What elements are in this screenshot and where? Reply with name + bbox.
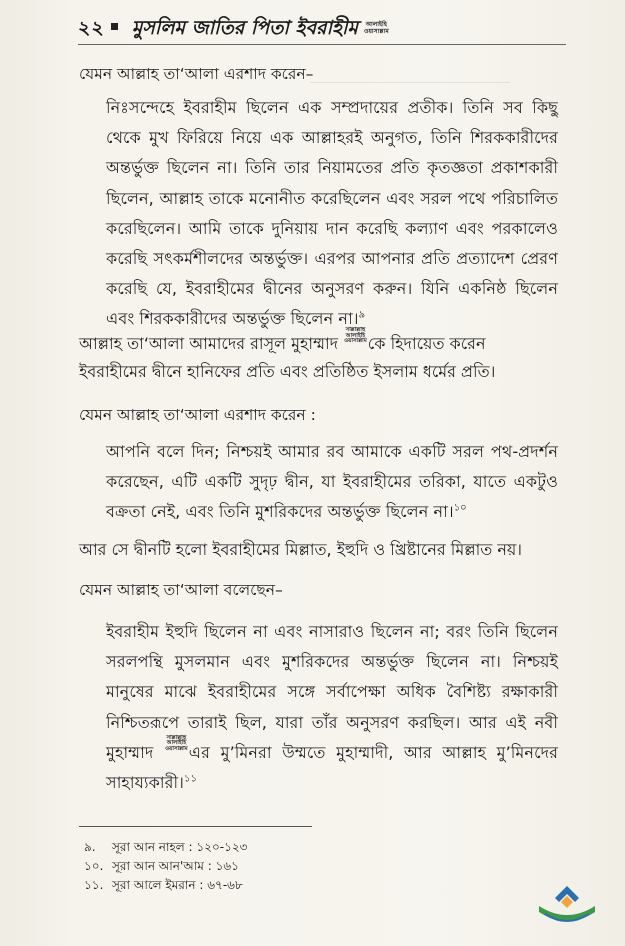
- quran-quote-1: নিঃসন্দেহে ইবরাহীম ছিলেন এক সম্প্রদায়ের প্রতীক। তিনি সব কিছু থেকে মুখ ফিরিয়ে নিয়ে এক আল্লাহরই অনুগত, তিনি শিরককারীদের অন্তর্ভুক্ত ছিলেন না। তিনি তার নিয়ামতের প্রতি কৃতজ্ঞতা প্রকাশকারী ছিলেন, আল্লাহ তাকে মনোনীত করেছিলেন এবং সরল পথে পরিচালিত করেছিলেন। আমি তাকে দুনিয়ায় দান করেছি কল্যাণ এবং পরকালেও করেছি সৎকর্মশীলদের অন্তর্ভুক্ত। এরপর আপনার প্রতি প্রত্যাদেশ প্রেরণ করেছি যে, ইবরাহীমের দ্বীনের অনুসরণ করুন। যিনি একনিষ্ঠ ছিলেন এবং শিরককারীদের অন্তর্ভুক্ত ছিলেন না।$^৯$: [106, 98, 558, 329]
- intro-3: যেমন আল্লাহ তা‘আলা বলেছেন–: [79, 581, 283, 599]
- salla-salutation-icon-2: সাল্লাল্লাহু আলাইহি ওয়াসাল্লাম: [165, 734, 188, 752]
- publisher-logo-icon: [535, 884, 599, 928]
- intro-2: যেমন আল্লাহ তা‘আলা এরশাদ করেন :: [79, 406, 316, 424]
- narration-1: আল্লাহ তা‘আলা আমাদের রাসূল মুহাম্মাদ সাল্লাল্লাহু আলাইহি ওয়াসাল্লাম কে হিদায়েত করেন ইবরাহীমের দ্বীনে হানিফের প্রতি এবং প্রতিষ্ঠিত ইসলাম ধর্মের প্রতি।: [79, 327, 496, 381]
- narration-2: আর সে দ্বীনটি হলো ইবরাহীমের মিল্লাত, ইহুদি ও খ্রিষ্টানের মিল্লাত নয়।: [79, 540, 523, 559]
- book-title: মুসলিম জাতির পিতা ইবরাহীম: [131, 17, 358, 39]
- page-number: ২২: [78, 17, 105, 39]
- ref-9: ৯: [358, 310, 366, 322]
- footnote-10: ১০. সূরা আন আন'আম : ১৬১: [84, 859, 239, 873]
- quran-quote-2: আপনি বলে দিন; নিশ্চয়ই আমার রব আমাকে একটি সরল পথ-প্রদর্শন করেছেন, এটি একটি সুদৃঢ় দ্বীন, যা ইবরাহীমের তরিকা, যাতে একটুও বক্রতা নেই, এবং তিনি মুশরিকদের অন্তর্ভুক্ত ছিলেন না।$^{১০}$: [106, 442, 558, 522]
- running-header: [78, 14, 518, 44]
- header-square-icon: [111, 23, 118, 30]
- footnote-rule: [79, 826, 312, 827]
- header-salutation: আলাইহি ওয়াসাল্লাম: [363, 21, 389, 35]
- salla-salutation-icon: সাল্লাল্লাহু আলাইহি ওয়াসাল্লাম: [344, 327, 367, 344]
- ref-11: ১১: [183, 773, 197, 785]
- quran-quote-3: ইবরাহীম ইহুদি ছিলেন না এবং নাসারাও ছিলেন না; বরং তিনি ছিলেন সরলপন্থি মুসলমান এবং মুশরিকদের অন্তর্ভুক্ত ছিলেন না। নিশ্চয়ই মানুষের মাঝে ইবরাহীমের সঙ্গে সর্বাপেক্ষা অধিক বৈশিষ্ট্য রক্ষাকারী নিশ্চিতরূপে তারাই ছিল, যারা তাঁর অনুসরণ করছিল। আর এই নবী মুহাম্মাদ সাল্লাল্লাহু আলাইহি ওয়াসাল্লাম এর মু’মিনরা উম্মতে মুহাম্মাদী, আর আল্লাহ মু’মিনদের সাহায্যকারী।$^{১১}$: [106, 622, 558, 793]
- ref-10: ১০: [453, 503, 467, 515]
- footnote-9: ৯. সূরা আন নাহল : ১২০-১২৩: [84, 840, 248, 854]
- footnote-11: ১১. সূরা আলে ইমরান : ৬৭-৬৮: [84, 878, 243, 892]
- header-rule: [78, 44, 566, 45]
- intro-1: যেমন আল্লাহ তা‘আলা এরশাদ করেন–: [79, 65, 314, 83]
